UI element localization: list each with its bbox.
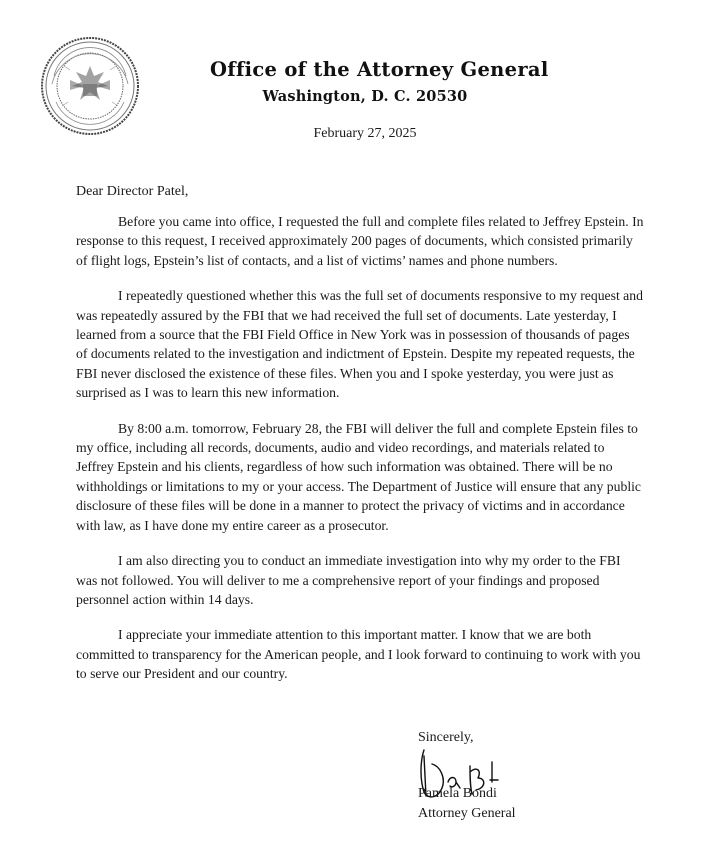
paragraph-5: I appreciate your immediate attention to this important matter. I know that we are both committed to transparency for the American people, and I look forward to continuing to work with you to serve our President and our country. [76, 627, 641, 682]
paragraph-3: By 8:00 a.m. tomorrow, February 28, the FBI will deliver the full and complete Epstein files to my office, including all records, documents, audio and video recordings, and materials related to Jeffrey Epstein and his clients, regardless of how such information was obtained. There will be no withholdings or limitations to my or your access. The Department of Justice will ensure that any public disclosure of these files will be done in a manner to protect the privacy of victims and in accordance with law, as I have done my entire career as a prosecutor. [76, 420, 642, 533]
letter-date: February 27, 2025 [313, 126, 417, 141]
paragraph-2: I repeatedly questioned whether this was the full set of documents responsive to my request and was repeatedly assured by the FBI that we had received the full set of documents. Late yesterday, I learned from a source that the FBI Field Office in New York was in possession of thousands of pages of documents related to the investigation and indictment of Epstein. Despite my repeated requests, the FBI never disclosed the existence of these files. When you and I spoke yesterday, you were just as surprised as I was to learn this new information. [76, 288, 643, 401]
signer-name: Pamela Bondi [418, 786, 497, 801]
letterhead-office: Office of the Attorney General [210, 58, 549, 81]
paragraph-1: Before you came into office, I requested the full and complete files related to Jeffrey Epstein. In response to this request, I received approximately 200 pages of documents, which consisted primarily of flight logs, Epstein’s list of contacts, and a list of victims’ names and phone numbers. [76, 214, 644, 268]
closing: Sincerely, [418, 730, 474, 745]
letterhead-address: Washington, D. C. 20530 [262, 88, 468, 105]
letter-body [76, 212, 644, 700]
salutation: Dear Director Patel, [76, 184, 189, 199]
paragraph-4: I am also directing you to conduct an immediate investigation into why my order to the FBI was not followed. You will deliver to me a comprehensive report of your findings and proposed personnel action within 14 days. [76, 553, 621, 607]
signer-title: Attorney General [418, 806, 516, 821]
doj-seal-icon [40, 36, 140, 136]
